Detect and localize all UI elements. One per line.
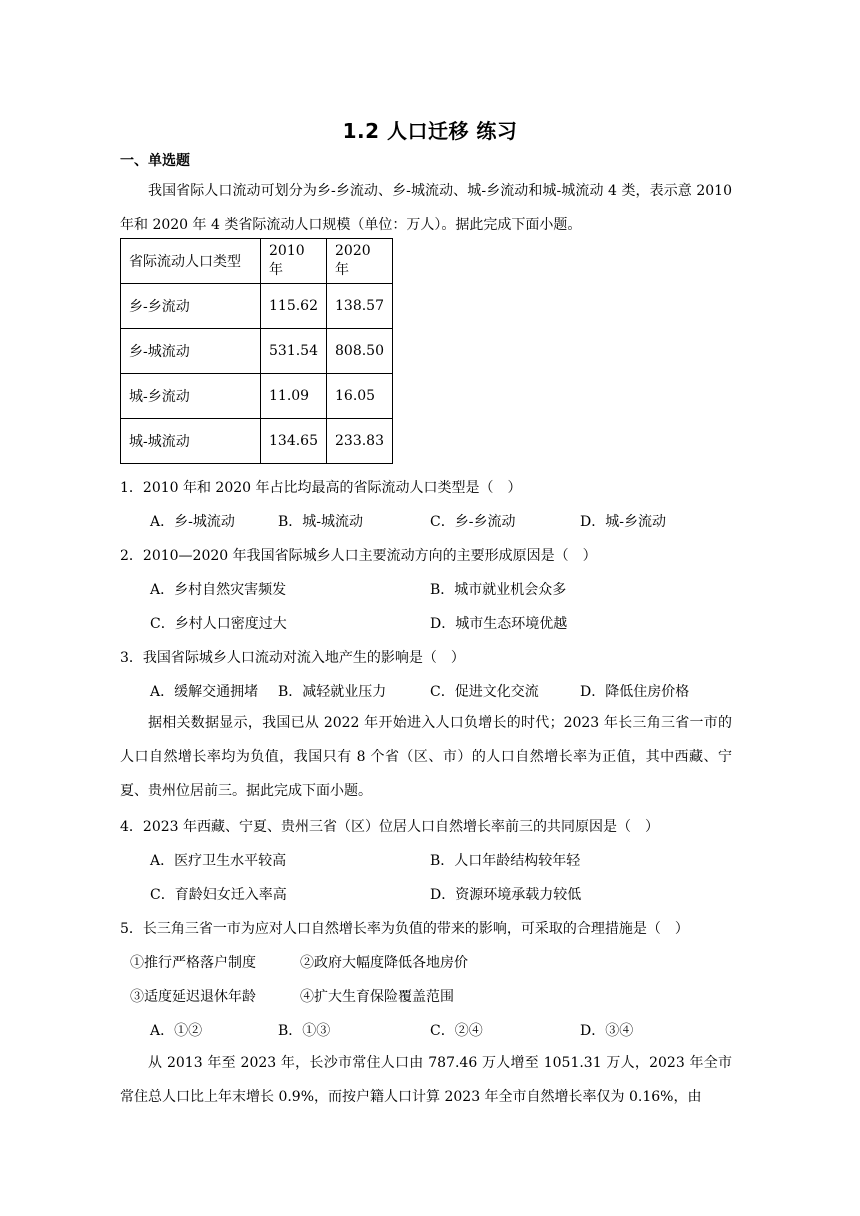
table-row (121, 329, 393, 374)
question-4-stem: 4．2023 年西藏、宁夏、贵州三省（区）位居人口自然增长率前三的共同原因是（ ） (120, 819, 659, 835)
table-cell: 11.09 (261, 374, 327, 419)
question-1-stem: 1．2010 年和 2020 年占比均最高的省际流动人口类型是（ ） (120, 480, 522, 496)
question-3-stem: 3．我国省际城乡人口流动对流入地产生的影响是（ ） (120, 650, 465, 666)
q1-option-a: A．乡-城流动 (150, 514, 235, 530)
question-2-stem: 2．2010—2020 年我国省际城乡人口主要流动方向的主要形成原因是（ ） (120, 548, 597, 564)
table-cell: 808.50 (327, 329, 393, 374)
q4-option-a: A．医疗卫生水平较高 (150, 853, 287, 869)
section-heading: 一、单选题 (120, 153, 190, 169)
q5-option-c: C．②④ (430, 1023, 483, 1039)
table-cell: 115.62 (261, 284, 327, 329)
table-cell: 233.83 (327, 419, 393, 464)
migration-table (120, 238, 393, 464)
table-cell: 乡-乡流动 (121, 284, 261, 329)
table-cell: 531.54 (261, 329, 327, 374)
table-header-cell: 2010 年 (261, 239, 327, 284)
q5-item-2: ②政府大幅度降低各地房价 (300, 955, 468, 971)
q3-option-c: C．促进文化交流 (430, 684, 539, 700)
table-cell: 城-乡流动 (121, 374, 261, 419)
q2-option-b: B．城市就业机会众多 (430, 582, 567, 598)
q5-option-d: D．③④ (580, 1023, 634, 1039)
table-header-row (121, 239, 393, 284)
table-row (121, 284, 393, 329)
page-title: 1.2 人口迁移 练习 (342, 119, 518, 143)
table-header-cell: 省际流动人口类型 (121, 239, 261, 284)
q5-option-b: B．①③ (278, 1023, 331, 1039)
q3-option-a: A．缓解交通拥堵 (150, 684, 259, 700)
q2-option-c: C．乡村人口密度过大 (150, 616, 287, 632)
table-header-cell: 2020 年 (327, 239, 393, 284)
q1-option-b: B．城-城流动 (278, 514, 364, 530)
q1-option-c: C．乡-乡流动 (430, 514, 516, 530)
q2-option-a: A．乡村自然灾害频发 (150, 582, 287, 598)
q4-option-d: D．资源环境承载力较低 (430, 887, 582, 903)
q3-option-d: D．降低住房价格 (580, 684, 690, 700)
table-cell: 16.05 (327, 374, 393, 419)
table-cell: 134.65 (261, 419, 327, 464)
question-5-stem: 5．长三角三省一市为应对人口自然增长率为负值的带来的影响，可采取的合理措施是（ ） (120, 921, 689, 937)
table-row (121, 374, 393, 419)
q4-option-c: C．育龄妇女迁入率高 (150, 887, 287, 903)
table-cell: 138.57 (327, 284, 393, 329)
q4-option-b: B．人口年龄结构较年轻 (430, 853, 581, 869)
table-cell: 城-城流动 (121, 419, 261, 464)
intro-paragraph-2: 据相关数据显示，我国已从 2022 年开始进入人口负增长的时代；2023 年长三角三省一市的人口自然增长率均为负值，我国只有 8 个省（区、市）的人口自然增长率为正值，其中西藏、宁夏、贵州位居前三。据此完成下面小题。 (120, 715, 732, 799)
q5-option-a: A．①② (150, 1023, 203, 1039)
q1-option-d: D．城-乡流动 (580, 514, 666, 530)
table-row (121, 419, 393, 464)
q5-item-3: ③适度延迟退休年龄 (130, 989, 256, 1005)
table-cell: 乡-城流动 (121, 329, 261, 374)
intro-paragraph-1: 我国省际人口流动可划分为乡-乡流动、乡-城流动、城-乡流动和城-城流动 4 类，表示意 2010 年和 2020 年 4 类省际流动人口规模（单位：万人）。据此完成下面小题。 (120, 183, 732, 233)
q5-item-4: ④扩大生育保险覆盖范围 (300, 989, 454, 1005)
q3-option-b: B．减轻就业压力 (278, 684, 387, 700)
q2-option-d: D．城市生态环境优越 (430, 616, 568, 632)
intro-paragraph-3: 从 2013 年至 2023 年，长沙市常住人口由 787.46 万人增至 1051.31 万人，2023 年全市常住总人口比上年末增长 0.9%，而按户籍人口计算 2023 年全市自然增长率仅为 0.16%，由 (120, 1055, 732, 1105)
q5-item-1: ①推行严格落户制度 (130, 955, 256, 971)
